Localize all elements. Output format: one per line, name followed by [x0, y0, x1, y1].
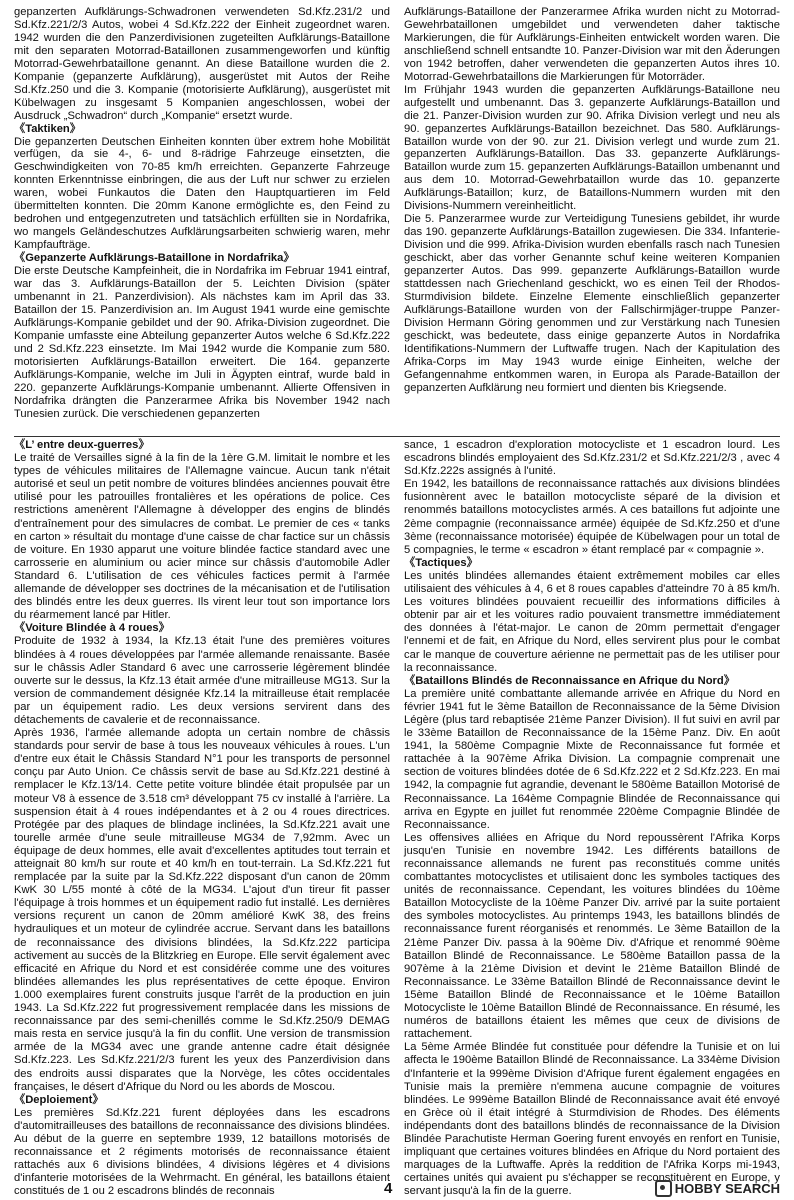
section-heading: 《Deploiement》: [14, 1093, 104, 1106]
paragraph: Après 1936, l'armée allemande adopta un certain nombre de châssis standards pour servir de base à tous les nouveaux véhicules à roues. L'un d'entre eux était le Châssis Standard N°1 pour les transports de personnel conçu par Auto Union. Ce châssis servit de base au Sd.Kfz.221 destiné à remplacer le Kfz.13/14. Cette petite voiture blindée était propulsée par un moteur V8 à essence de 3.518 cm³ développant 75 cv installé à l'arrière. La suspension était à 4 roues indépendantes et à 2 ou 4 roues directrices. Protégée par des plaques de blindage inclinées, la Sd.Kfz.221 avait une tourelle armée d'une seule mitrailleuse MG34 de 7,92mm. Avec un équipage de deux hommes, elle avait d'excellentes aptitudes tout terrain et atteignait 80 km/h sur route et 40 km/h en tout-terrain. La Sd.Kfz.221 fut remplacée par la suite par la Sd.Kfz.222 disposant d'un canon de 20mm KwK 30 L/55 monté à côté de la MG34. L'ajout d'un tireur fit passer l'équipage à trois hommes et un équipement radio fut installé. Les dernières versions reçurent un canon de 20mm amélioré KwK 38, des freins hydrauliques et un moteur de cylindrée accrue. Servant dans les bataillons de reconnaissance des divisions blindées, la Sd.Kfz.222 participa activement au succès de la Blitzkrieg en Europe. Elle servit également avec efficacité en Afrique du Nord et est considérée comme une des voitures blindées allemandes les plus représentatives de cette époque. Environ 1.000 exemplaires furent construits jusque l'arrêt de la production en juin 1943. La Sd.Kfz.222 fut progressivement remplacée dans les missions de reconnaissance par des semi-chenillés comme le Sd.Kfz.250/9 DEMAG mais resta en service jusqu'à la fin du conflit. Une version de transmission armée de la MG34 avec une grande antenne cadre était désignée Sd.Kfz.223. Les Sd.Kfz.221/2/3 furent les yeux des Panzerdivision dans des endroits aussi disparates que la Norvège, les côtes occidentales françaises, le désert d'Afrique du Nord ou les abords de Moscou.: [14, 727, 390, 1093]
section-heading: 《L’ entre deux-guerres》: [14, 439, 150, 451]
section-heading: 《Voiture Blindée à 4 roues》: [14, 622, 170, 635]
page-footer: [0, 1180, 794, 1200]
section-divider: [14, 436, 780, 437]
german-section: [14, 6, 780, 434]
paragraph: Die 5. Panzerarmee wurde zur Verteidigung Tunesiens gebildet, ihr wurde das 190. gepanzerte Aufklärungs-Bataillon zugewiesen. Die 334. Infanterie-Division und die 999. Afrika-Division wurden ebenfalls rasch nach Tunesien geschickt, aber das vorher Genannte schuf keine weiteren Kompanien gepanzerter Autos. Das 999. gepanzerte Aufklärungs-Bataillon wurde stattdessen nach Griechenland geschickt, wo es einen Teil der Rhodos-Sturmdivision bildete. Einzelne Elemente einschließlich gepanzerter Aufklärungs-Bataillone wurden von der Fallschirmjäger-truppe Panzer-Division Hermann Göring genommen und zur Verstärkung nach Tunesien geschickt, was bedeutete, dass einige gepanzerte Autos in Nordafrika Identifikations-Nummern der Luftwaffe trugen. Nach der Kapitulation des Afrika-Corps im May 1943 wurde einige Einheiten, welche der Gefangennahme entkommen waren, in Europa als Parade-Bataillon der gepanzerten Aufklärung neu formiert und dienten bis Kriegsende.: [404, 213, 780, 394]
section-heading: 《Taktiken》: [14, 122, 81, 135]
watermark-text: HOBBY SEARCH: [674, 1181, 780, 1196]
french-left-column: [14, 439, 390, 1198]
german-left-column: [14, 6, 390, 434]
section-heading: 《Bataillons Blindés de Reconnaissance en Afrique du Nord》: [404, 674, 735, 687]
paragraph: Produite de 1932 à 1934, la Kfz.13 était l'une des premières voitures blindées à 4 roues développées par l'armée allemande renaissante. Basée sur le châssis Adler Standard 6 avec une carrosserie légèrement blindée ouverte sur le dessus, la Kfz.13 était armée d'une mitrailleuse MG13. Sur la version de commandement désignée Kfz.14 la mitrailleuse était remplacée par un équipement radio. Les deux versions servirent dans des détachements de cavalerie et de reconnaissance.: [14, 635, 390, 726]
watermark-logo: [655, 1180, 780, 1197]
paragraph: gepanzerten Aufklärungs-Schwadronen verwendeten Sd.Kfz.231/2 und Sd.Kfz.221/2/3 Autos, wobei 4 Sd.Kfz.222 der Einheit zugeordnet waren. 1942 wurden die den Panzerdivisionen zugeteilten Aufklärungs-Bataillone mit den separaten Motorrad-Bataillonen zusammengeworfen und künftig Motorrad-Gewehrbataillone genannt. An diese Bataillone wurden die 2. Kompanie (gepanzerte Aufklärung), ausgerüstet mit Autos der Reihe Sd.Kfz.250 und die 3. Kompanie (motorisierte Aufklärung), ausgerüstet mit Kübelwagen zu insgesamt 5 Kompanien angeschlossen, wobei der Ausdruck „Schwadron“ durch „Kompanie“ ersetzt wurde.: [14, 6, 390, 122]
german-right-column: [404, 6, 780, 434]
paragraph: Aufklärungs-Bataillone der Panzerarmee Afrika wurden nicht zu Motorrad-Gewehrbataillonen umgebildet und verwendeten daher taktische Markierungen, die für Aufklärungs-Einheiten entwickelt worden waren. Die anschließend schnell entsandte 10. Panzer-Division war mit den Äderungen von 1942 betroffen, daher verwendeten die gepanzerten Autos ihres 10. Motorrad-Gewehrbataillons die Markierungen für Motorräder.: [404, 6, 780, 83]
section-heading: 《Tactiques》: [404, 556, 478, 569]
paragraph: Les unités blindées allemandes étaient extrêmement mobiles car elles utilisaient des véhicules à 4, 6 et 8 roues capables d'atteindre 70 à 85 km/h. Les voitures blindées pouvaient recueillir des informations difficiles à obtenir par air et les voitures radio pouvaient transmettre immédiatement des données à l'état-major. Le canon de 20mm permettait d'engager l'ennemi et de fait, en Afrique du Nord, elles servirent plus pour le combat car le manque de couverture aérienne ne permettait pas de les utiliser pour la reconnaissance.: [404, 569, 780, 674]
section-heading: 《Gepanzerte Aufklärungs-Bataillone in Nordafrika》: [14, 252, 295, 265]
paragraph: Im Frühjahr 1943 wurden die gepanzerten Aufklärungs-Bataillone neu aufgestellt und umbenannt. Das 3. gepanzerte Aufklärungs-Bataillon und die 21. Panzer-Division wurden zur 90. Afrika Division verlegt und neu als 90. gepanzertes Aufklärungs-Bataillon bezeichnet. Das 580. Aufklärungs-Bataillon wurde von der 90. zur 21. Division verlegt und wurde zum 21. gepanzerten Aufklärungs-Bataillon. Das 33. gepanzerte Aufklärungs-Bataillon wurde zum 15. gepanzerten Aufklärungs-Bataillon umbenannt und aus dem 10. Motorrad-Gewehrbataillon wurde das 10. gepanzerte Aufklärungs-Bataillon; kurz, de Bataillons-Nummern wurden mit den Divisions-Nummern vereinheitlicht.: [404, 83, 780, 213]
paragraph: En 1942, les bataillons de reconnaissance rattachés aux divisions blindées fusionnèrent avec le bataillon motocycliste séparé de la division et renommés bataillons motocyclistes armés. A ces bataillons fut adjointe une 2ème compagnie (reconnaissance armée) équipée de Sd.Kfz.250 et d'une 3ème (reconnaissance motorisée) équipée de Kübelwagen pour un total de 5 compagnies, le terme « escadron » étant remplacé par « compagnie ».: [404, 478, 780, 556]
paragraph: La 5ème Armée Blindée fut constituée pour défendre la Tunisie et on lui affecta le 190ème Bataillon Blindé de Reconnaissance. La 334ème Division d'Infanterie et la 999ème Division d'Afrique furent également engagées en Tunisie mais la première n'emmena aucune compagnie de voitures blindées. Le 999ème Bataillon Blindé de Reconnaissance avait été envoyé en Grèce où il était intégré à Sturmdivision de Rhodes. Des éléments indépendants dont des bataillons blindés de reconnaissance de la Division Blindée Parachutiste Herman Goering furent envoyés en renfort en Tunisie, impliquant que certaines voitures blindées en Afrique du Nord portaient des marquages de la Luftwaffe. Après la reddition de l'Afrika Korps mi-1943, certaines unités qui avaient pu s'échapper se reconstituèrent en Europe, y servant jusqu'à la fin de la guerre.: [404, 1041, 780, 1198]
paragraph: Die erste Deutsche Kampfeinheit, die in Nordafrika im Februar 1941 eintraf, war das 3. Aufklärungs-Bataillon der 5. Leichten Division (später umbenannt in 21. Panzerdivision). Als nächstes kam im April das 33. Bataillon der 15. Panzerdivision an. Im August 1941 wurde eine gemischte Aufklärungs-Kompanie gebildet und der 90. Afrika-Division zugeordnet. Die Kompanie umfasste eine Abteilung gepanzerter Autos welche 6 Sd.Kfz.222 und 2 Sd.Kfz.223 einsetzte. Im Mai 1942 wurde die Kompanie zum 580. motorisierten Aufklärungs-Bataillon erweitert. Die 164. gepanzerte Aufklärungs-Kompanie, welche im Juli in Ägypten eintraf, wurde bald in 220. gepanzerte Aufklärungs-Kompanie umbenannt. Allierte Offensiven in Nordafrika drängten die Panzerarmee Afrika bis November 1942 nach Tunesien zurück. Die verschiedenen gepanzerten: [14, 265, 390, 420]
paragraph: Les offensives alliées en Afrique du Nord repoussèrent l'Afrika Korps jusqu'en Tunisie en novembre 1942. Les différents bataillons de reconnaissance allemands ne furent pas reconstitués comme unités combattantes motocyclistes et utilisaient donc les symboles tactiques des unités de reconnaissance. Cependant, les voitures blindées du 10ème Bataillon Motocycliste de la 10ème Panzer Div. arrivé par la suite portaient des symboles motocyclistes. Au printemps 1943, les bataillons blindés de reconnaissance furent réorganisés et renommés. Le 3ème Bataillon de la 21ème Panzer Div. passa à la 90ème Div. d'Afrique et renommé 90ème Bataillon Blindé de Reconnaissance. Le 580ème Bataillon passa de la 907ème à la 21ème Division et devint le 21ème Bataillon Blindé de Reconnaissance. Le 33ème Bataillon Blindé de Reconnaissance devint le 15ème Bataillon Blindé de Reconnaissance et le 10ème Bataillon Motocycliste le 10ème Bataillon Blindé de Reconnaissance. En résumé, les numéros de bataillons étaient les mêmes que ceux de divisions de rattachement.: [404, 831, 780, 1041]
paragraph: Le traité de Versailles signé à la fin de la 1ère G.M. limitait le nombre et les types de véhicules militaires de l'Allemagne vaincue. Aucun tank n'était autorisé et seul un petit nombre de voitures blindées anciennes pouvait être utilisé pour les patrouilles frontalières et les opérations de police. Ces restrictions amenèrent l'Allemagne à développer des engins de blindés d'entraînement pour des simulacres de combat. Le premier de ces « tanks en carton » résultait du montage d'une caisse de char factice sur un châssis de voiture. En 1930 apparut une voiture blindée factice standard avec une carrosserie en aluminium ou acier mince sur châssis d'automobile Adler Standard 6. L'utilisation de ces véhicules factices permit à l'armée allemande de développer ses doctrines de la mécanisation et de l'utilisation des blindés entre les deux guerres. Ils virent leur tout son importance lors du réarmement lancé par Hitler.: [14, 452, 390, 622]
logo-icon: [655, 1180, 672, 1197]
page-number: 4: [384, 1180, 393, 1197]
paragraph: sance, 1 escadron d'exploration motocycliste et 1 escadron lourd. Les escadrons blindés employaient des Sd.Kfz.231/2 et Sd.Kfz.221/2/3 , avec 4 Sd.Kfz.222s assignés à l'unité.: [404, 439, 780, 478]
paragraph: Die gepanzerten Deutschen Einheiten konnten über extrem hohe Mobilität verfügen, da sie 4-, 6- und 8-rädrige Fahrzeuge einsetzten, die Geschwindigkeiten von 70-85 km/h erreichten. Gepanzerte Fahrzeuge konnten Erkenntnisse einbringen, die aus der Luft nur schwer zu erzielen waren, wobei Funkautos die Daten den Hauptquartieren im Feld übermittelten konnten. Die 20mm Kanone ermöglichte es, den Feind zu bedrohen und entgegenzutreten und tatsächlich erfüllten sie in Nordafrika, wo mangels Geländeschutzes Aufklärungsarbeiten schwierig waren, mehr Kampfaufträge.: [14, 135, 390, 252]
paragraph: Les premières Sd.Kfz.221 furent déployées dans les escadrons d'automitrailleuses des bataillons de reconnaissance des divisions blindées. Au début de la guerre en septembre 1939, 12 bataillons motorisés de reconnaissance et 2 régiments motorisés de reconnaissance étaient rattachés aux 6 divisions blindées, 4 divisions légères et 4 divisions d'infanterie motorisées de la Wehrmacht. En général, les bataillons étaient constitués de 1 ou 2 escadrons blindés de reconnais: [14, 1106, 390, 1198]
paragraph: La première unité combattante allemande arrivée en Afrique du Nord en février 1941 fut le 3ème Bataillon de Reconnaissance de la 5ème Division Légère (plus tard rebaptisée 21ème Panzer Division). Il fut suivi en avril par le 33ème Bataillon de Reconnaissance de la 15ème Panz. Div. En août 1941, la 580ème Compagnie Mixte de Reconnaissance fut formée et rattachée à la 907ème Afrika Division. La compagnie comprenait une section de voitures blindées dotée de 6 Sd.Kfz.222 et 2 Sd.Kfz.223. En mai 1942, la compagnie fut agrandie, devenant le 580ème Bataillon Motorisé de Reconnaissance. La 164ème Compagnie Blindée de Reconnaissance qui arriva en Egypte en juillet fut renommée 220ème Compagnie Blindée de Reconnaissance.: [404, 687, 780, 831]
